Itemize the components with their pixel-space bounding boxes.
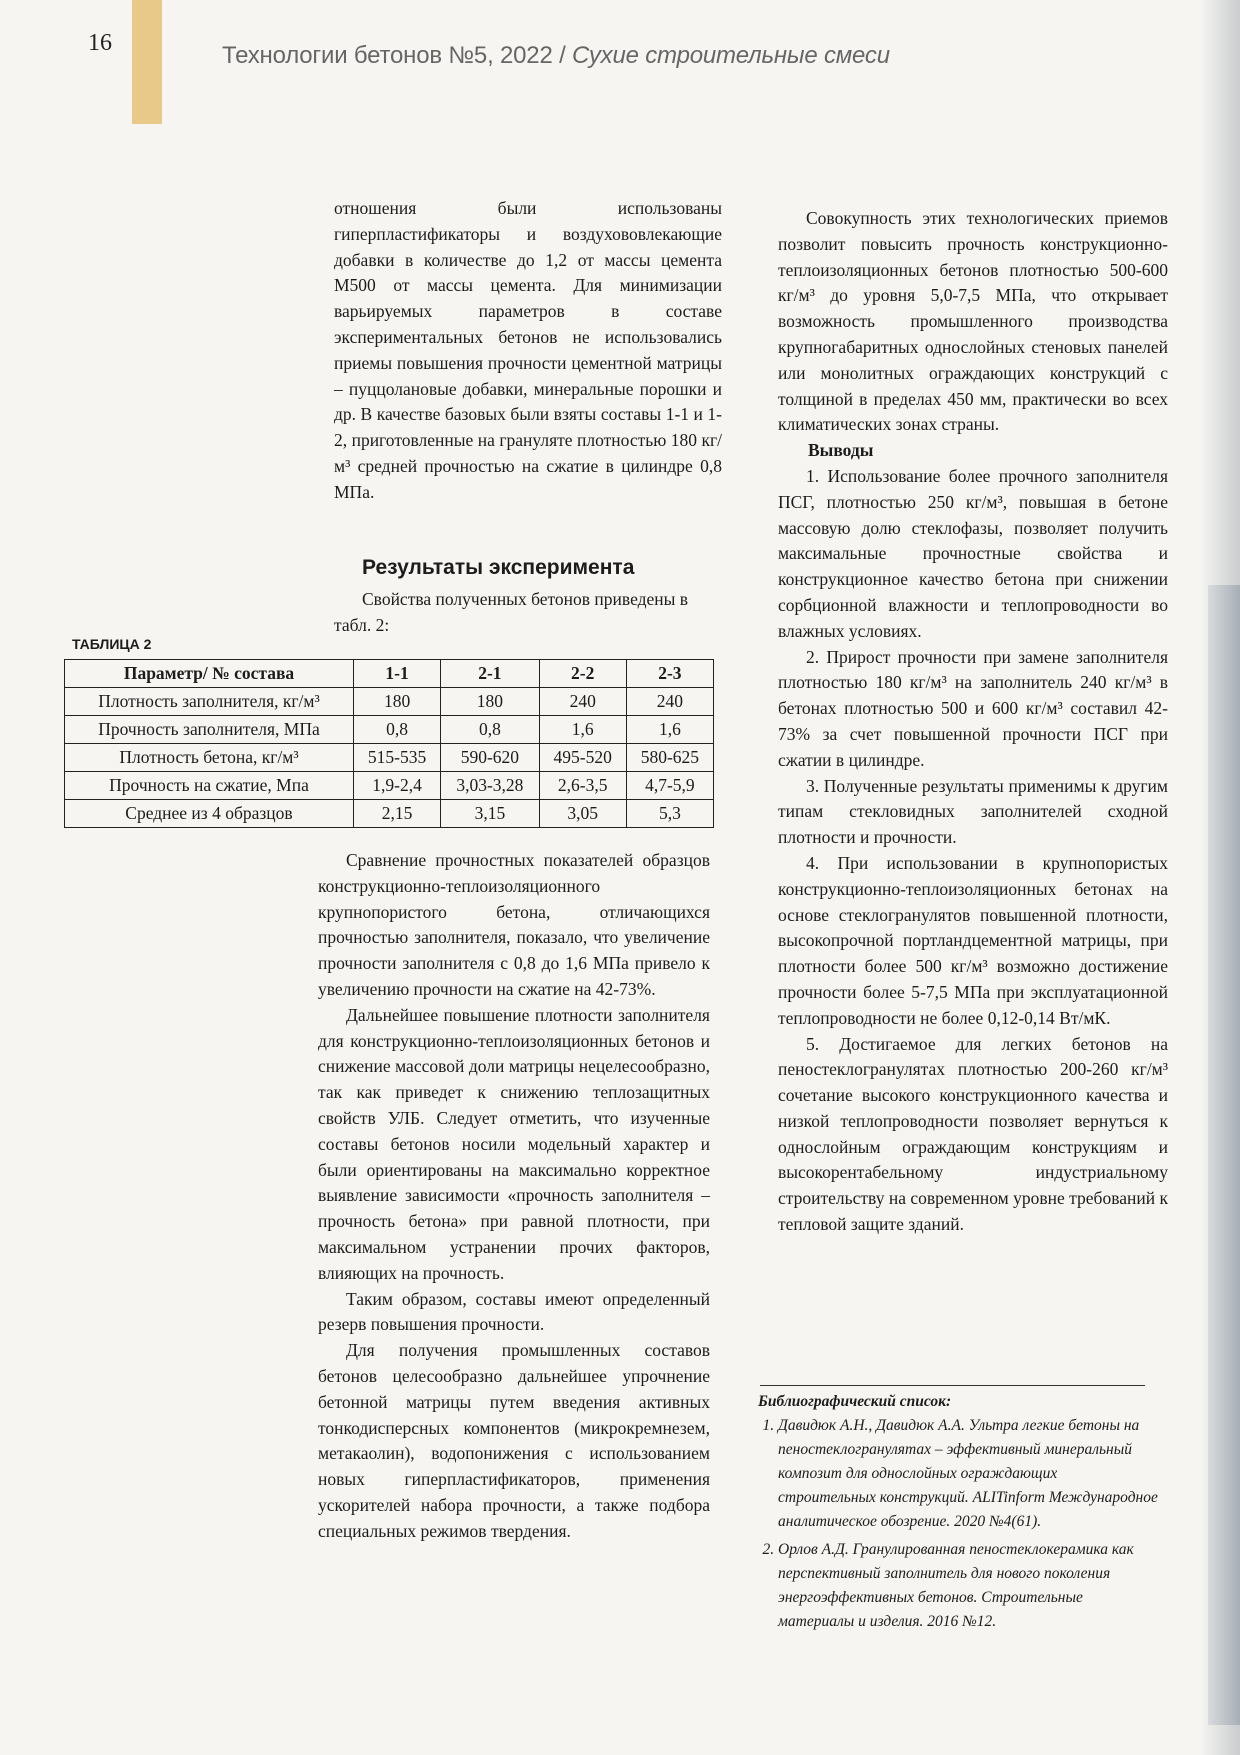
table-cell: 580-625 <box>626 744 713 772</box>
results-intro <box>334 587 718 639</box>
table-cell: Прочность на сжатие, Мпа <box>65 772 354 800</box>
header-color-tab <box>132 0 162 124</box>
table-cell: 1,9-2,4 <box>354 772 441 800</box>
table-header-cell: 1-1 <box>354 660 441 688</box>
next-page-bleed <box>1208 585 1240 1725</box>
table-label: ТАБЛИЦА 2 <box>72 636 152 652</box>
table-cell: 4,7-5,9 <box>626 772 713 800</box>
table-header-cell: 2-3 <box>626 660 713 688</box>
conclusion-item: 4. При использовании в крупнопористых конструкционно-теплоизоляционных бетонах на основе стеклогранулятов повышенной плотности, высокопрочной портландцементной матрицы, при плотности более 500 кг/м³ возможно достижение прочности более 5-7,5 МПа при эксплуатационной теплопроводности не более 0,12-0,14 Вт/мК. <box>778 852 1168 1028</box>
table-cell: 1,6 <box>539 716 626 744</box>
references-title: Библиографический список: <box>758 1393 952 1410</box>
paragraph: Свойства полученных бетонов приведены в табл. 2: <box>334 589 689 635</box>
table-cell: 0,8 <box>441 716 539 744</box>
right-column <box>778 206 1168 1238</box>
table-cell: 515-535 <box>354 744 441 772</box>
paragraph: Сравнение прочностных показателей образцов конструкционно-теплоизоляционного крупнопористого бетона, отличающихся прочностью заполнителя, показало, что увеличение прочности заполнителя с 0,8 до 1,6 МПа привело к увеличению прочности на сжатие на 42-73%. <box>318 850 710 999</box>
table-row <box>65 744 714 772</box>
table-row <box>65 800 714 828</box>
table-cell: 3,05 <box>539 800 626 828</box>
paragraph: отношения были использованы гиперпластификаторы и воздухововлекающие добавки в количестве до 1,2 от массы цемента М500 от массы цемента. Для минимизации варьируемых параметров в составе экспериментальных бетонов не использовались приемы повышения прочности цементной матрицы – пуццолановые добавки, минеральные порошки и др. В качестве базовых были взяты составы 1-1 и 1-2, приготовленные на гранулятe плотностью 180 кг/м³ средней прочностью на сжатие в цилиндре 0,8 МПа. <box>334 198 722 502</box>
table-cell: Плотность заполнителя, кг/м³ <box>65 688 354 716</box>
table-cell: 0,8 <box>354 716 441 744</box>
table-cell: 3,15 <box>441 800 539 828</box>
references <box>758 1390 1158 1638</box>
table-cell: 495-520 <box>539 744 626 772</box>
table-header-cell: Параметр/ № состава <box>65 660 354 688</box>
reference-item: 2. Орлов А.Д. Гранулированная пеностеклокерамика как перспективный заполнитель для нового поколения энергоэффективных бетонов. Строительные материалы и изделия. 2016 №12. <box>778 1538 1158 1634</box>
paragraph: Дальнейшее повышение плотности заполнителя для конструкционно-теплоизоляционных бетонов и снижение массовой доли матрицы нецелесообразно, так как приведет к снижению теплозащитных свойств УЛБ. Следует отметить, что изученные составы бетонов носили модельный характер и были ориентированы на максимально корректное выявление зависимости «прочность заполнителя – прочность бетона» при равной плотности, при максимальном устранении прочих факторов, влияющих на прочность. <box>318 1004 710 1283</box>
table-cell: Плотность бетона, кг/м³ <box>65 744 354 772</box>
table-cell: 3,03-3,28 <box>441 772 539 800</box>
table-header-row <box>65 660 714 688</box>
references-list <box>758 1414 1158 1634</box>
table-cell: Среднее из 4 образцов <box>65 800 354 828</box>
table-cell: 2,6-3,5 <box>539 772 626 800</box>
table-cell: 240 <box>626 688 713 716</box>
table-cell: 590-620 <box>441 744 539 772</box>
table-header-cell: 2-2 <box>539 660 626 688</box>
references-divider <box>760 1385 1145 1386</box>
paragraph: Совокупность этих технологических приемов позволит повысить прочность конструкционно-теплоизоляционных бетонов плотностью 500-600 кг/м³ до уровня 5,0-7,5 МПа, что открывает возможность промышленного производства крупногабаритных однослойных стеновых панелей или монолитных ограждающих конструкций с толщиной в пределах 450 мм, практически во всех климатических зонах страны. <box>778 208 1168 435</box>
left-column-bottom <box>318 848 710 1545</box>
table-cell: 180 <box>354 688 441 716</box>
results-heading: Результаты эксперимента <box>362 556 635 579</box>
table-row <box>65 716 714 744</box>
running-header <box>222 42 890 70</box>
table-cell: 240 <box>539 688 626 716</box>
conclusion-item: 3. Полученные результаты применимы к другим типам стекловидных заполнителей сходной плотности и прочности. <box>778 775 1168 848</box>
table-cell: 2,15 <box>354 800 441 828</box>
page-number: 16 <box>88 30 112 56</box>
left-column-top <box>334 196 722 506</box>
table-cell: 5,3 <box>626 800 713 828</box>
conclusions-heading: Выводы <box>808 440 874 461</box>
table-cell: Прочность заполнителя, МПа <box>65 716 354 744</box>
table-cell: 180 <box>441 688 539 716</box>
table-row <box>65 688 714 716</box>
data-table <box>64 659 714 828</box>
paragraph: Для получения промышленных составов бетонов целесообразно дальнейшее упрочнение бетонной матрицы путем введения активных тонкодисперсных компонентов (микрокремнезем, метакаолин), водопонижения с использованием новых гиперпластификаторов, применения ускорителей набора прочности, а также подбора специальных режимов твердения. <box>318 1340 710 1541</box>
conclusion-item: 2. Прирост прочности при замене заполнителя плотностью 180 кг/м³ на заполнитель 240 кг/м³ в бетонах плотностью 500 и 600 кг/м³ составил 42-73% за счет повышенной прочности ПСГ при сжатии в цилиндре. <box>778 646 1168 770</box>
header-separator: / <box>552 42 573 69</box>
table-cell: 1,6 <box>626 716 713 744</box>
paragraph: Таким образом, составы имеют определенный резерв повышения прочности. <box>318 1288 710 1335</box>
reference-item: 1. Давидюк А.Н., Давидюк А.А. Ультра легкие бетоны на пеностеклогранулятах – эффективный минеральный композит для однослойных ограждающих строительных конструкций. ALITinform Международное аналитическое обозрение. 2020 №4(61). <box>778 1414 1158 1534</box>
table-header-cell: 2-1 <box>441 660 539 688</box>
conclusion-item: 5. Достигаемое для легких бетонов на пеностеклогранулятах плотностью 200-260 кг/м³ сочетание высокого конструкционного качества и низкой теплопроводности позволяет вернуться к однослойным ограждающим конструкциям и высокорентабельному индустриальному строительству на современном уровне требований к тепловой защите зданий. <box>778 1033 1168 1235</box>
conclusion-item: 1. Использование более прочного заполнителя ПСГ, плотностью 250 кг/м³, повышая в бетоне массовую долю стеклофазы, позволяет получить максимальные прочностные свойства и конструкционное качество бетона при снижении сорбционной влажности и теплопроводности во влажных условиях. <box>778 465 1168 641</box>
table-row <box>65 772 714 800</box>
section-title: Сухие строительные смеси <box>572 42 890 69</box>
journal-title: Технологии бетонов №5, 2022 <box>222 42 553 69</box>
